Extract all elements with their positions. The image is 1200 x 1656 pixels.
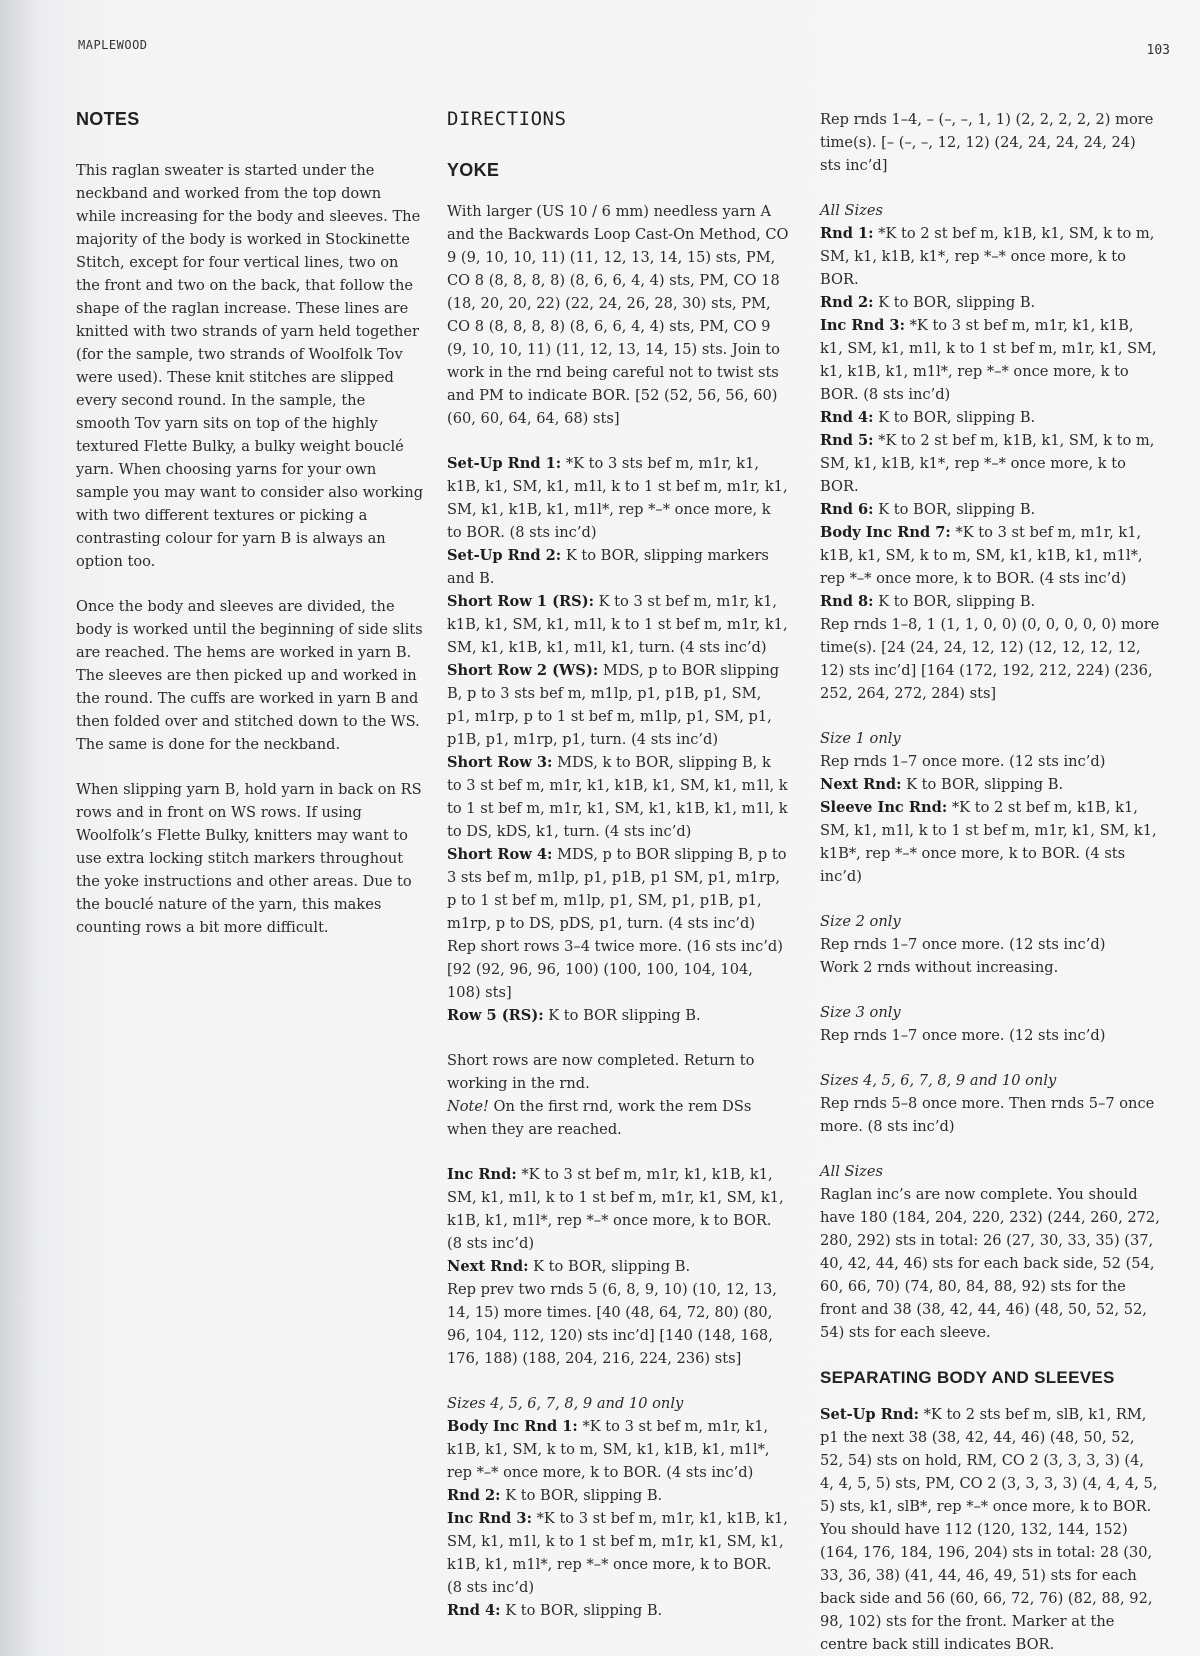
rnd-4: Rnd 4: K to BOR, slipping B. [447,1602,663,1619]
notes-column [76,108,424,961]
size-1-block: Size 1 only Rep rnds 1–7 once more. (12 sts inc’d) Next Rnd: K to BOR, slipping B. Sleeve Inc Rnd: *K to 2 st bef m, k1B, k1, SM, k1, m1l, k to 1 st bef m, m1r, k1, SM, k1, k1B*, rep *–* once more, k to BOR. (4 sts inc’d) [820,727,1160,888]
page-number: 103 [1146,43,1170,58]
sleeve-inc-rnd: Sleeve Inc Rnd: *K to 2 st bef m, k1B, k1, SM, k1, m1l, k to 1 st bef m, m1r, k1, SM, k1, k1B*, rep *–* once more, k to BOR. (4 sts inc’d) [820,799,1157,885]
directions-column [447,108,789,1622]
short-row-3: Short Row 3: MDS, k to BOR, slipping B, k to 3 st bef m, m1r, k1, k1B, k1, SM, k1, m1l, k to 1 st bef m, m1r, k1, SM, k1, k1B, k1, m1l, k to DS, kDS, k1, turn. (4 sts inc’d) [447,754,788,840]
all-sizes-summary: All Sizes Raglan inc’s are now complete. You should have 180 (184, 204, 220, 232) (244, 260, 272, 280, 292) sts in total: 26 (27, 30, 33, 35) (37, 40, 42, 44, 46) sts for each back side, 52 (54, 60, 66, 70) (74, 80, 84, 88, 92) sts for the front and 38 (38, 42, 44, 46) (48, 50, 52, 52, 54) sts for each sleeve. [820,1160,1160,1344]
rep-prev-rnds: Rep prev two rnds 5 (6, 8, 9, 10) (10, 12, 13, 14, 15) more times. [40 (48, 64, 72, 80) (80, 96, 104, 112, 120) sts inc’d] [140 (148, 168, 176, 188) (188, 204, 216, 224, 236) sts] [447,1281,777,1367]
directions-heading: DIRECTIONS [447,108,567,130]
size-3-label: Size 3 only [820,1004,901,1021]
separating-summary: You should have 112 (120, 132, 144, 152) (164, 176, 184, 196, 204) sts in total: 28 (30, 33, 36, 38) (41, 44, 46, 49, 51) sts for each back side and 56 (60, 66, 72, 76) (82, 88, 92, 98, 102) sts for the front. Marker at the centre back still indicates BOR. [820,1521,1153,1653]
notes-paragraph-1: This raglan sweater is started under the neckband and worked from the top down while increasing for the body and sleeves. The majority of the body is worked in Stockinette Stitch, except for four vertical lines, two on the front and two on the back, that follow the shape of the raglan increase. These lines are knitted with two strands of yarn held together (for the sample, two strands of Woolfolk Tov were used). These knit stitches are slipped every second round. In the sample, the smooth Tov yarn sits on top of the highly textured Flette Bulky, a bulky weight bouclé yarn. When choosing yarns for your own sample you may want to consider also working with two different textures or picking a contrasting colour for yarn B is always an option too. [76,162,424,570]
all-sizes-label-2: All Sizes [820,1163,883,1180]
short-rows-repeat: Rep short rows 3–4 twice more. (16 sts inc’d) [92 (92, 96, 96, 100) (100, 100, 104, 104, 108) sts] [447,938,783,1001]
running-header-title: MAPLEWOOD [78,38,148,52]
size-2-label: Size 2 only [820,913,901,930]
setup-rnd-2: Set-Up Rnd 2: K to BOR, slipping markers and B. [447,547,769,587]
sizes-4-10-label-2: Sizes 4, 5, 6, 7, 8, 9 and 10 only [820,1072,1057,1089]
all-sizes-block [820,199,1160,705]
body-inc-rnd-1: Body Inc Rnd 1: *K to 3 st bef m, m1r, k1, k1B, k1, SM, k to m, SM, k1, k1B, k1, m1l*, rep *–* once more, k to BOR. (4 sts inc’d) [447,1418,770,1481]
separating-setup-rnd: Set-Up Rnd: *K to 2 sts bef m, slB, k1, RM, p1 the next 38 (38, 42, 44, 46) (48, 50, 52, 52, 54) sts on hold, RM, CO 2 (3, 3, 3, 3) (4, 4, 4, 5, 5) sts, PM, CO 2 (3, 3, 3, 3) (4, 4, 4, 5, 5) sts, k1, slB*, rep *–* once more, k to BOR. [820,1406,1158,1515]
setup-rnd-1: Set-Up Rnd 1: *K to 3 sts bef m, m1r, k1, k1B, k1, SM, k1, m1l, k to 1 st bef m, m1r, k1, SM, k1, k1B, k1, m1l*, rep *–* once more, k to BOR. (8 sts inc’d) [447,455,788,541]
size-1-label: Size 1 only [820,730,901,747]
notes-heading: NOTES [76,109,140,129]
all-sizes-label: All Sizes [820,202,883,219]
rnd-8: Rnd 8: K to BOR, slipping B. [820,593,1036,610]
inc-rnd-3: Inc Rnd 3: *K to 3 st bef m, m1r, k1, k1B, k1, SM, k1, m1l, k to 1 st bef m, m1r, k1, SM, k1, k1B, k1, m1l*, rep *–* once more, k to BOR. (8 sts inc’d) [820,317,1157,403]
sizes-4-10-label: Sizes 4, 5, 6, 7, 8, 9 and 10 only [447,1395,684,1412]
sizes-4-10-block [447,1392,789,1622]
rnd-1: Rnd 1: *K to 2 st bef m, k1B, k1, SM, k to m, SM, k1, k1B, k1*, rep *–* once more, k to BOR. [820,225,1155,288]
notes-paragraph-3: When slipping yarn B, hold yarn in back on RS rows and in front on WS rows. If using Woolfolk’s Flette Bulky, knitters may want to use extra locking stitch markers throughout the yoke instructions and other areas. Due to the bouclé nature of the yarn, this makes counting rows a bit more difficult. [76,781,422,936]
rnd-5: Rnd 5: *K to 2 st bef m, k1B, k1, SM, k to m, SM, k1, k1B, k1*, rep *–* once more, k to BOR. [820,432,1155,495]
short-rows-completed: Short rows are now completed. Return to working in the rnd. Note! On the first rnd, work the rem DSs when they are reached. [447,1049,789,1141]
separating-heading: SEPARATING BODY AND SLEEVES [820,1368,1115,1387]
size-2-block: Size 2 only Rep rnds 1–7 once more. (12 sts inc’d) Work 2 rnds without increasing. [820,910,1160,979]
rep-rnds-1-8: Rep rnds 1–8, 1 (1, 1, 0, 0) (0, 0, 0, 0, 0) more time(s). [24 (24, 24, 12, 12) (12, 12, 12, 12, 12) sts inc’d] [164 (172, 192, 212, 224) (236, 252, 264, 272, 284) sts] [820,616,1160,702]
short-row-1: Short Row 1 (RS): K to 3 st bef m, m1r, k1, k1B, k1, SM, k1, m1l, k to 1 st bef m, m1r, k1, SM, k1, k1B, k1, m1l, k1, turn. (4 sts inc’d) [447,593,788,656]
rnd-4: Rnd 4: K to BOR, slipping B. [820,409,1036,426]
rnd-6: Rnd 6: K to BOR, slipping B. [820,501,1036,518]
next-rnd: Next Rnd: K to BOR, slipping B. [447,1258,691,1275]
rep-rnds-1-4: Rep rnds 1–4, – (–, –, 1, 1) (2, 2, 2, 2, 2) more time(s). [– (–, –, 12, 12) (24, 24, 24, 24, 24) sts inc’d] [820,111,1154,174]
size-3-block: Size 3 only Rep rnds 1–7 once more. (12 sts inc’d) [820,1001,1160,1047]
yoke-heading: YOKE [447,160,500,180]
notes-paragraph-2: Once the body and sleeves are divided, the body is worked until the beginning of side slits are reached. The hems are worked in yarn B. The sleeves are then picked up and worked in the round. The cuffs are worked in yarn B and then folded over and stitched down to the WS. The same is done for the neckband. [76,598,423,753]
short-row-4: Short Row 4: MDS, p to BOR slipping B, p to 3 sts bef m, m1lp, p1, p1B, p1 SM, p1, m1rp, p to 1 st bef m, m1lp, p1, SM, p1, p1B, p1, m1rp, p to DS, pDS, p1, turn. (4 sts inc’d) [447,846,787,932]
note: Note! On the first rnd, work the rem DSs when they are reached. [447,1098,752,1138]
row-5: Row 5 (RS): K to BOR slipping B. [447,1007,701,1024]
size-1-next-rnd: Next Rnd: K to BOR, slipping B. [820,776,1064,793]
sizes-4-10-block-2: Sizes 4, 5, 6, 7, 8, 9 and 10 only Rep rnds 5–8 once more. Then rnds 5–7 once more. (8 sts inc’d) [820,1069,1160,1138]
inc-rnd-3: Inc Rnd 3: *K to 3 st bef m, m1r, k1, k1B, k1, SM, k1, m1l, k to 1 st bef m, m1r, k1, SM, k1, k1B, k1, m1l*, rep *–* once more, k to BOR. (8 sts inc’d) [447,1510,788,1596]
inc-rnd-block [447,1163,789,1370]
directions-column-continued [820,108,1160,1656]
rnd-2: Rnd 2: K to BOR, slipping B. [447,1487,663,1504]
short-row-2: Short Row 2 (WS): MDS, p to BOR slipping B, p to 3 sts bef m, m1lp, p1, p1B, p1, SM, p1, m1rp, p to 1 st bef m, m1lp, p1, SM, p1, p1B, p1, m1rp, p1, turn. (4 sts inc’d) [447,662,780,748]
short-rows-block [447,452,789,1027]
inc-rnd: Inc Rnd: *K to 3 st bef m, m1r, k1, k1B, k1, SM, k1, m1l, k to 1 st bef m, m1r, k1, SM, k1, k1B, k1, m1l*, rep *–* once more, k to BOR. (8 sts inc’d) [447,1166,784,1252]
yoke-intro: With larger (US 10 / 6 mm) needless yarn A and the Backwards Loop Cast-On Method, CO 9 (9, 10, 10, 11) (11, 12, 13, 14, 15) sts, PM, CO 8 (8, 8, 8, 8) (8, 6, 6, 4, 4) sts, PM, CO 18 (18, 20, 20, 22) (22, 24, 26, 28, 30) sts, PM, CO 8 (8, 8, 8, 8) (8, 6, 6, 4, 4) sts, PM, CO 9 (9, 10, 10, 11) (11, 12, 13, 14, 15) sts. Join to work in the rnd being careful not to twist sts and PM to indicate BOR. [52 (52, 56, 56, 60) (60, 60, 64, 64, 68) sts] [447,203,789,427]
rnd-2: Rnd 2: K to BOR, slipping B. [820,294,1036,311]
body-inc-rnd-7: Body Inc Rnd 7: *K to 3 st bef m, m1r, k1, k1B, k1, SM, k to m, SM, k1, k1B, k1, m1l*, rep *–* once more, k to BOR. (4 sts inc’d) [820,524,1143,587]
